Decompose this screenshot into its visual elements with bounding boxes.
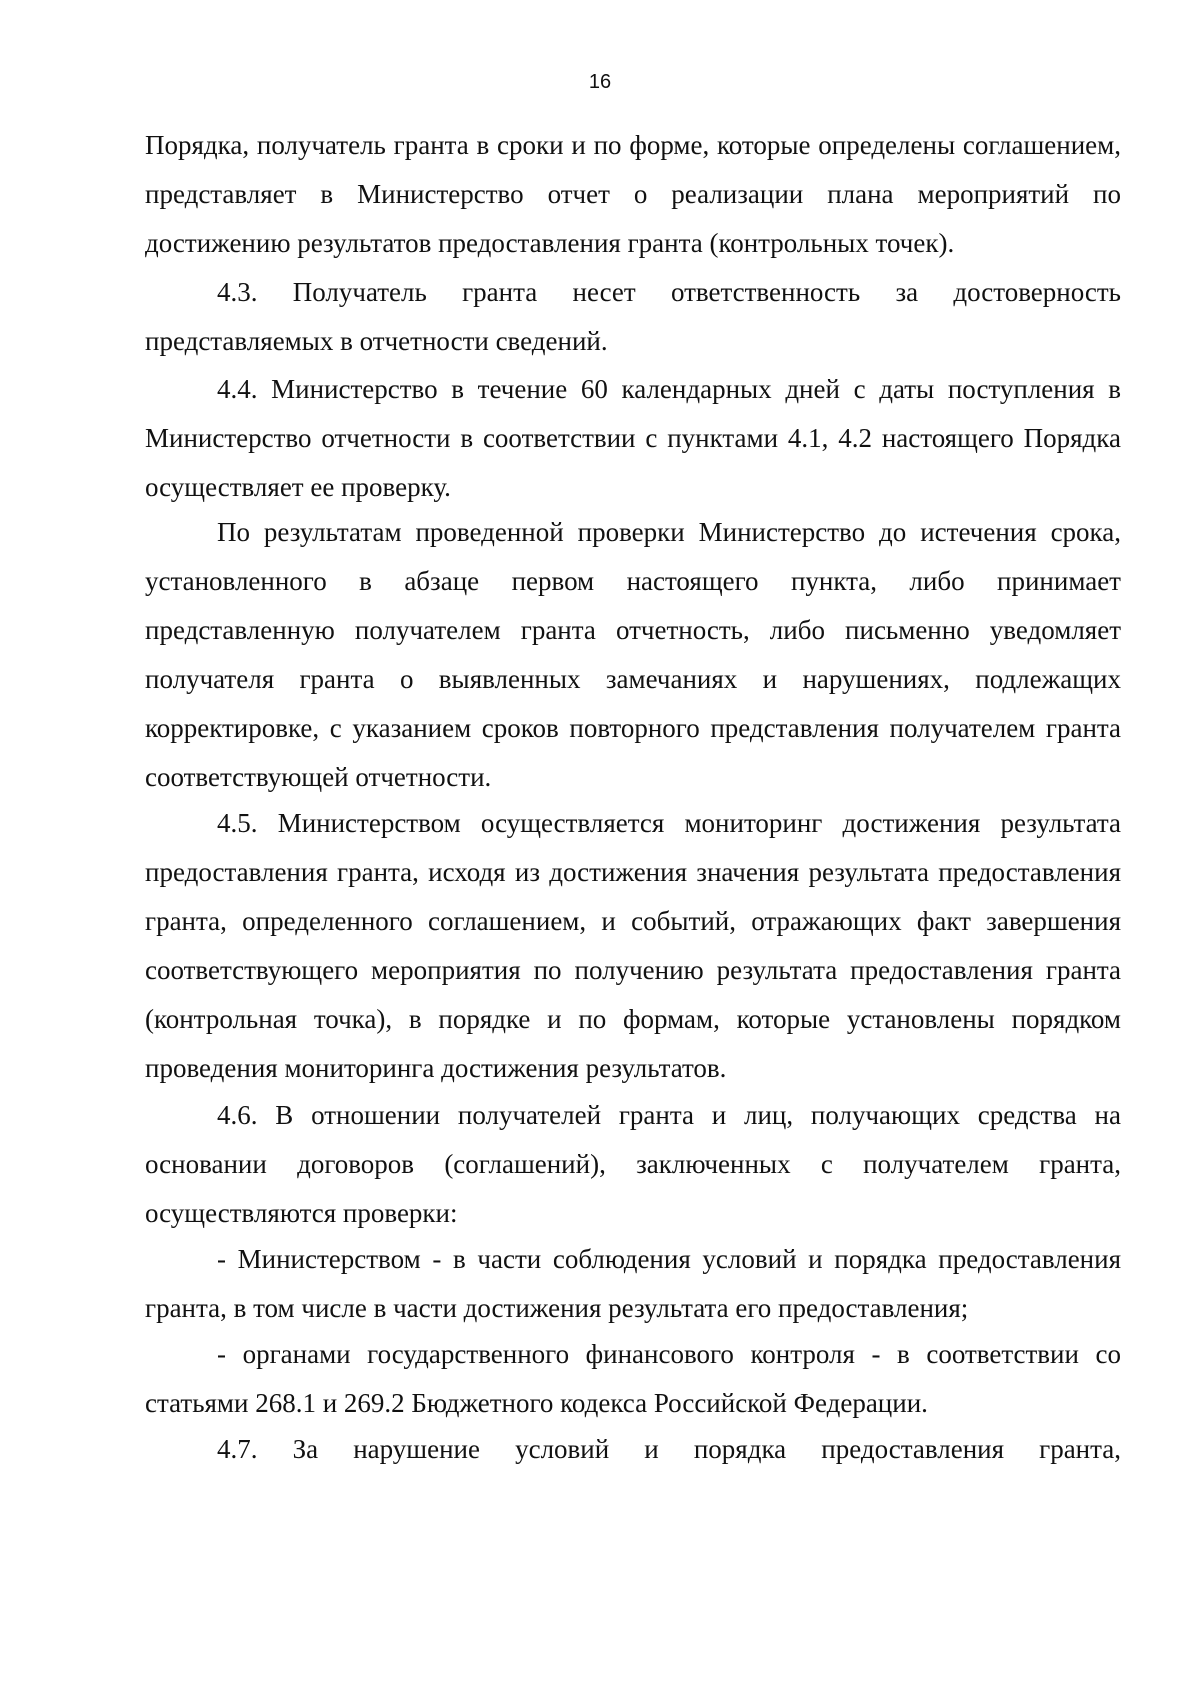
paragraph-4-3: 4.3. Получатель гранта несет ответственность за достоверность представляемых в отчетности сведений.	[145, 277, 1121, 356]
list-item-financial-control: - органами государственного финансового контроля - в соответствии со статьями 268.1 и 269.2 Бюджетного кодекса Российской Федерации.	[145, 1339, 1121, 1418]
paragraph-4-4: 4.4. Министерство в течение 60 календарных дней с даты поступления в Министерство отчетности в соответствии с пунктами 4.1, 4.2 настоящего Порядка осуществляет ее проверку.	[145, 374, 1121, 502]
document-body	[145, 121, 1121, 1474]
paragraph-4-6: 4.6. В отношении получателей гранта и лиц, получающих средства на основании договоров (соглашений), заключенных с получателем гранта, осуществляются проверки:	[145, 1100, 1121, 1228]
paragraph-4-5: 4.5. Министерством осуществляется мониторинг достижения результата предоставления гранта, исходя из достижения значения результата предоставления гранта, определенного соглашением, и событий, отражающих факт завершения соответствующего мероприятия по получению результата предоставления гранта (контрольная точка), в порядке и по формам, которые установлены порядком проведения мониторинга достижения результатов.	[145, 808, 1121, 1083]
list-item-ministry: - Министерством - в части соблюдения условий и порядка предоставления гранта, в том числе в части достижения результата его предоставления;	[145, 1244, 1121, 1323]
paragraph-4-7: 4.7. За нарушение условий и порядка предоставления гранта,	[217, 1434, 1121, 1464]
paragraph-continuation: Порядка, получатель гранта в сроки и по форме, которые определены соглашением, представляет в Министерство отчет о реализации плана мероприятий по достижению результатов предоставления гранта (контрольных точек).	[145, 130, 1121, 258]
paragraph-4-4-results: По результатам проведенной проверки Министерство до истечения срока, установленного в абзаце первом настоящего пункта, либо принимает представленную получателем гранта отчетность, либо письменно уведомляет получателя гранта о выявленных замечаниях и нарушениях, подлежащих корректировке, с указанием сроков повторного представления получателем гранта соответствующей отчетности.	[145, 517, 1121, 792]
page-number: 16	[588, 71, 612, 93]
